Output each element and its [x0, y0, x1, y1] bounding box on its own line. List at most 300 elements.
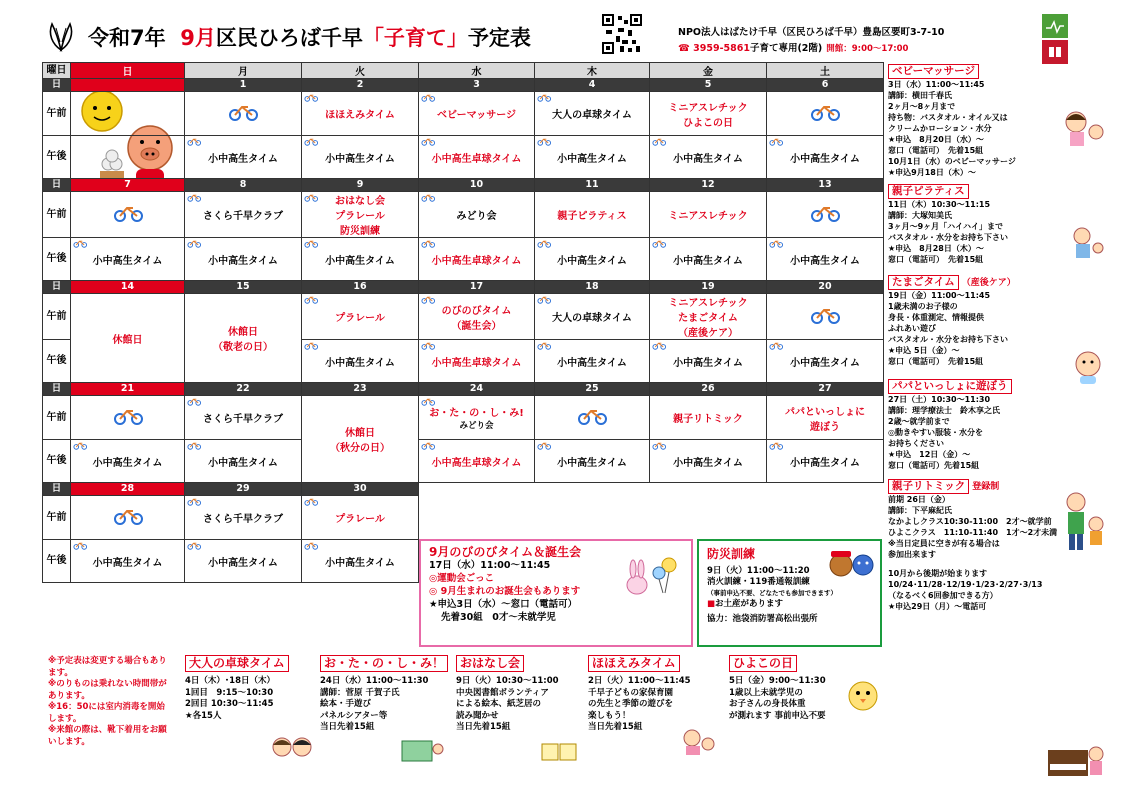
tricycle-icon: [810, 204, 840, 222]
sidebar-line: 11日（木）10:30～11:15: [888, 200, 991, 209]
date-cell: 21: [71, 383, 185, 396]
ohanashi-box: [456, 655, 581, 734]
sidebar-line: 講師：横田千春氏: [888, 91, 952, 100]
bousai-cooperation: 協力：池袋消防署高松出張所: [707, 614, 818, 624]
event-label: 小中高生タイム: [92, 457, 163, 469]
bottom-event-line: 24日（水）11:00～11:30: [320, 676, 429, 686]
tricycle-mini-icon: [537, 441, 551, 450]
sidebar-section: [888, 377, 1113, 471]
sidebar-line: ★申込 12日（金）～: [888, 450, 971, 459]
bousai-gift: ■お土産があります: [707, 599, 784, 609]
sidebar-line: ★申込 5日（金）～: [888, 346, 960, 355]
sunday-label: 日: [43, 383, 71, 396]
calendar-cell: [71, 192, 185, 238]
tricycle-mini-icon: [73, 239, 87, 248]
puppet-theater-icon: [400, 735, 444, 763]
tricycle-mini-icon: [187, 441, 201, 450]
calendar-cell: [650, 192, 767, 238]
tricycle-mini-icon: [652, 239, 666, 248]
teacher-child-icon: [678, 728, 718, 756]
sidebar-section-title: 親子リトミック: [888, 479, 969, 494]
bottom-event-title: ほほえみタイム: [588, 655, 680, 672]
date-cell: 25: [535, 383, 650, 396]
calendar-cell: [419, 340, 535, 383]
bottom-event-line: 当日先着15組: [456, 722, 511, 732]
sidebar-line: ひよこクラス 11:10-11:40 1才～2才未満: [888, 528, 1058, 537]
bousai-desc: 消火訓練・119番通報訓練: [707, 577, 810, 587]
tricycle-mini-icon: [537, 295, 551, 304]
tricycle-mini-icon: [304, 341, 318, 350]
piano-icon: [1046, 736, 1106, 780]
event-label: ベビーマッサージ: [437, 110, 516, 121]
event-label: お・た・の・し・み!: [429, 408, 524, 419]
youbi-label: 曜日: [43, 63, 71, 79]
bottom-event-title: ひよこの日: [729, 655, 797, 672]
calendar-cell: [71, 136, 185, 179]
tricycle-mini-icon: [187, 541, 201, 550]
calendar-table: [42, 62, 884, 583]
sidebar-section-title: 親子ピラティス: [888, 184, 969, 199]
calendar-cell: [302, 496, 419, 540]
event-label: 小中高生卓球タイム: [431, 255, 522, 267]
tricycle-mini-icon: [421, 341, 435, 350]
date-cell: 24: [419, 383, 535, 396]
event-label: さくら千早クラブ: [203, 414, 283, 425]
bottom-event-line: お子さんの身長体重: [729, 699, 806, 709]
calendar-cell: [767, 396, 884, 440]
calendar-cell: [419, 92, 535, 136]
org-address: NPO法人はばたけ千早（区民ひろば千早）豊島区要町3-7-10: [678, 27, 945, 38]
calendar-cell: [185, 396, 302, 440]
event-label: おはなし会: [335, 196, 385, 207]
nobinobi-title: 9月のびのびタイム＆誕生会: [429, 545, 582, 559]
sunday-label: 日: [43, 179, 71, 192]
event-label: 小中高生タイム: [790, 457, 860, 469]
event-label: プラレール: [335, 514, 385, 525]
sidebar-line: 3日（水）11:00～11:45: [888, 80, 985, 89]
calendar-cell: [535, 192, 650, 238]
tricycle-icon: [113, 407, 143, 425]
weekday-header: 金: [650, 63, 767, 79]
sidebar-line: ★申込29日（月）～電話可: [888, 602, 987, 611]
wing-logo-icon: [46, 20, 76, 54]
calendar-cell: [185, 540, 302, 583]
date-cell: 19: [650, 281, 767, 294]
sidebar-line: 3ヶ月～9ヶ月「ハイハイ」まで: [888, 222, 1003, 231]
event-label: 大人の卓球タイム: [552, 110, 632, 121]
calendar-cell: [767, 92, 884, 136]
nobinobi-item-1: ◎運動会ごっこ: [429, 573, 495, 584]
event-label: 小中高生タイム: [673, 255, 743, 267]
date-cell: 10: [419, 179, 535, 192]
contact-line: ☎ 3959-5861子育て専用(2階) 開館：9:00～17:00: [678, 43, 909, 54]
tricycle-mini-icon: [537, 341, 551, 350]
calendar-cell: [302, 294, 419, 340]
calendar-cell: [767, 192, 884, 238]
date-cell: 4: [535, 79, 650, 92]
father-child-icon: [1056, 490, 1112, 554]
calendar-cell: [650, 92, 767, 136]
event-label: 小中高生タイム: [557, 255, 627, 267]
sidebar-line: ★申込 8月20日（水）～: [888, 135, 984, 144]
tricycle-mini-icon: [421, 441, 435, 450]
calendar-cell: [535, 294, 650, 340]
bottom-event-line: 講師：菅原 千賀子氏: [320, 687, 400, 698]
event-label: のびのびタイム: [441, 305, 512, 317]
event-label: ミニアスレチック: [668, 211, 748, 222]
tricycle-mini-icon: [769, 341, 783, 350]
calendar-cell: [302, 136, 419, 179]
pilates-icon: [1068, 226, 1108, 262]
sidebar-line: ★申込9月18日（木）～: [888, 168, 976, 177]
event-label: 小中高生タイム: [557, 153, 627, 165]
empty-slot: [419, 483, 884, 496]
tricycle-mini-icon: [304, 193, 318, 202]
sunday-label: 日: [43, 79, 71, 92]
bottom-event-line: 中央図書館ボランティア: [456, 687, 549, 698]
weekday-header: 日: [71, 63, 185, 79]
calendar-cell: [650, 238, 767, 281]
note-line: ※来館の際は、靴下着用をお願いします。: [48, 725, 167, 747]
note-line: ※予定表は変更する場合もあります。: [48, 656, 167, 678]
bottom-event-line: が測れます 事前申込不要: [729, 710, 826, 721]
calendar-cell: [71, 396, 185, 440]
sidebar-line: なかよしクラス10:30-11:00 2才～就学前: [888, 517, 1052, 526]
pm-label: 午後: [43, 340, 71, 383]
header: [0, 0, 1122, 62]
pm-label: 午後: [43, 238, 71, 281]
sidebar-section-title: たまごタイム: [888, 275, 959, 290]
calendar-cell: [302, 92, 419, 136]
event-label: 小中高生タイム: [92, 557, 163, 569]
event-label: 小中高生タイム: [790, 255, 860, 267]
nobinobi-apply: ★申込3日（水）～窓口（電話可）: [429, 599, 578, 610]
bottom-event-line: 9日（火）10:30～11:00: [456, 676, 559, 686]
event-label: 休館日: [112, 334, 143, 346]
event-label: 親子ピラティス: [557, 211, 627, 222]
event-label: 休館日: [228, 327, 258, 338]
otanoshimi-box: [320, 655, 452, 734]
calendar-cell: [302, 340, 419, 383]
bottom-event-line: 2回目 10:30～11:45: [185, 699, 274, 709]
bottom-event-line: 4日（木）･18日（木）: [185, 676, 275, 686]
tricycle-mini-icon: [652, 137, 666, 146]
date-cell: 5: [650, 79, 767, 92]
bottom-event-line: 読み聞かせ: [456, 710, 499, 721]
am-label: 午前: [43, 396, 71, 440]
event-label: プラレール: [335, 211, 385, 222]
sidebar-line: 講師：下平麻紀氏: [888, 506, 952, 515]
tricycle-mini-icon: [769, 441, 783, 450]
calendar-cell: [71, 540, 185, 583]
weekday-header: 土: [767, 63, 884, 79]
sidebar-line: 参加出来ます: [888, 550, 936, 559]
note-line: ※のりものは乗れない時間帯があります。: [48, 679, 167, 701]
tricycle-mini-icon: [304, 93, 318, 102]
baby-icon: [1068, 348, 1108, 386]
event-label: ひよこの日: [683, 117, 733, 129]
calendar-cell: [419, 440, 535, 483]
bottom-event-line: 当日先着15組: [320, 722, 375, 732]
calendar-cell: [535, 440, 650, 483]
weekday-header: 木: [535, 63, 650, 79]
event-label: 防災訓練: [340, 226, 380, 237]
bottom-event-line: 1歳以上未就学児の: [729, 687, 803, 698]
calendar-cell: [71, 92, 185, 136]
sidebar-line: 19日（金）11:00～11:45: [888, 291, 991, 300]
tricycle-mini-icon: [421, 93, 435, 102]
tricycle-mini-icon: [537, 137, 551, 146]
tricycle-mini-icon: [187, 397, 201, 406]
sidebar-line: 10月1日（水）のベビーマッサージ: [888, 157, 1016, 166]
calendar-cell: [185, 92, 302, 136]
bottom-event-title: 大人の卓球タイム: [185, 655, 289, 672]
sidebar-section-title: ベビーマッサージ: [888, 64, 979, 79]
pm-label: 午後: [43, 540, 71, 583]
sidebar-line: クリームかローション・水分: [888, 124, 992, 133]
tricycle-mini-icon: [769, 239, 783, 248]
tricycle-mini-icon: [537, 239, 551, 248]
date-cell: 8: [185, 179, 302, 192]
tricycle-mini-icon: [73, 541, 87, 550]
date-cell: 3: [419, 79, 535, 92]
date-cell: 28: [71, 483, 185, 496]
date-cell: 15: [185, 281, 302, 294]
event-label: 小中高生タイム: [92, 255, 163, 267]
date-cell: 12: [650, 179, 767, 192]
sidebar-line: ふれあい遊び: [888, 324, 936, 333]
weekday-header: 水: [419, 63, 535, 79]
sidebar-line: 講師：理学療法士 鈴木享之氏: [888, 406, 1000, 415]
tricycle-mini-icon: [421, 193, 435, 202]
sidebar-line: お持ちください: [888, 439, 944, 448]
sidebar-section-subtitle: （産後ケア）: [961, 278, 1016, 288]
nobinobi-item-2: ◎ 9月生まれのお誕生会もあります: [429, 586, 581, 597]
calendar-cell: [71, 294, 185, 383]
date-cell: 7: [71, 179, 185, 192]
sidebar-line: 2歳～就学前まで: [888, 417, 950, 426]
sunday-label: 日: [43, 281, 71, 294]
calendar-cell: [650, 396, 767, 440]
event-label: （産後ケア）: [678, 328, 738, 339]
bunny-balloon-icon: [617, 553, 687, 603]
event-label: 小中高生タイム: [208, 153, 278, 165]
calendar-cell: [419, 136, 535, 179]
sidebar-line: 27日（土）10:30～11:30: [888, 395, 991, 404]
calendar-cell: [767, 340, 884, 383]
bottom-event-line: 当日先着15組: [588, 722, 643, 732]
sidebar-line: 窓口（電話可） 先着15組: [888, 146, 984, 155]
takkyu-box: [185, 655, 317, 722]
event-label: みどり会: [456, 211, 497, 222]
calendar-cell: [767, 440, 884, 483]
sidebar-line: 窓口（電話可） 先着15組: [888, 357, 984, 366]
event-label: 小中高生タイム: [208, 457, 278, 469]
event-label: 親子リトミック: [673, 414, 743, 425]
calendar-cell: [71, 440, 185, 483]
sidebar-line: （なるべく6回参加できる方）: [888, 591, 998, 600]
tricycle-icon: [113, 204, 143, 222]
notes-block: [48, 656, 172, 748]
calendar-cell: [535, 92, 650, 136]
event-label: ミニアスレチック: [668, 102, 748, 114]
event-label: たまごタイム: [678, 313, 738, 324]
sidebar-line: 2ヶ月～8ヶ月まで: [888, 102, 956, 111]
event-label: 小中高生タイム: [325, 255, 395, 267]
date-cell: 27: [767, 383, 884, 396]
bottom-event-line: 絵本・手遊び: [320, 699, 372, 709]
calendar-cell: [71, 496, 185, 540]
sidebar-line: バスタオル・水分をお持ち下さい: [888, 233, 1008, 242]
event-label: さくら千早クラブ: [203, 514, 283, 525]
sidebar-section-subtitle: 登録制: [972, 482, 1000, 492]
calendar-cell: [650, 294, 767, 340]
calendar-cell: [650, 340, 767, 383]
page-title: 令和7年 9月区民ひろば千早「子育て」予定表: [88, 26, 531, 50]
sidebar-line: 10月から後期が始まります: [888, 569, 988, 578]
event-label: （秋分の日）: [330, 443, 390, 454]
tricycle-mini-icon: [304, 239, 318, 248]
weekday-header: 火: [302, 63, 419, 79]
am-label: 午前: [43, 192, 71, 238]
tricycle-mini-icon: [304, 137, 318, 146]
event-label: ほほえみタイム: [325, 110, 395, 121]
event-label: ミニアスレチック: [668, 298, 748, 309]
sidebar-line: 講師：大塚知美氏: [888, 211, 952, 220]
event-label: 小中高生タイム: [557, 457, 627, 469]
sidebar-line: 持ち物：バスタオル・オイル又は: [888, 113, 1008, 122]
bottom-event-line: ★各15人: [185, 710, 222, 721]
event-label: 小中高生タイム: [790, 357, 860, 369]
tricycle-mini-icon: [187, 497, 201, 506]
bottom-event-line: 千早子どもの家保育園: [588, 687, 674, 698]
date-cell: 30: [302, 483, 419, 496]
qr-code-icon[interactable]: [602, 14, 642, 54]
date-cell: 11: [535, 179, 650, 192]
tricycle-icon: [810, 306, 840, 324]
calendar-cell: [767, 238, 884, 281]
bottom-event-line: 楽しもう！: [588, 710, 631, 721]
event-label: 小中高生タイム: [673, 457, 743, 469]
am-label: 午前: [43, 496, 71, 540]
calendar-cell: [185, 192, 302, 238]
event-label: （敬老の日）: [213, 342, 273, 353]
nobinobi-date: 17日（水）11:00～11:45: [429, 560, 551, 571]
tricycle-icon: [810, 103, 840, 121]
event-label: 小中高生タイム: [673, 153, 743, 165]
bottom-event-line: の先生と季節の遊びを: [588, 699, 674, 709]
event-label: 小中高生タイム: [673, 357, 743, 369]
sidebar-line: ★申込 8月28日（木）～: [888, 244, 984, 253]
calendar-cell: [535, 396, 650, 440]
date-cell: 9: [302, 179, 419, 192]
calendar-cell: [185, 238, 302, 281]
bottom-event-title: おはなし会: [456, 655, 524, 672]
sidebar-line: ◎動きやすい服装・水分を: [888, 428, 983, 437]
calendar-cell: [535, 136, 650, 179]
tricycle-mini-icon: [187, 239, 201, 248]
baby-massage-icon: [1060, 108, 1108, 148]
date-cell: 1: [185, 79, 302, 92]
calendar-cell: [535, 340, 650, 383]
calendar-cell: [767, 294, 884, 340]
bousai-date: 9日（火）11:00～11:20: [707, 566, 810, 576]
sidebar-line: バスタオル・水分をお持ち下さい: [888, 335, 1008, 344]
event-label: 小中高生タイム: [208, 255, 278, 267]
calendar-cell: [185, 294, 302, 383]
event-label: プラレール: [335, 313, 385, 324]
date-cell: 16: [302, 281, 419, 294]
event-label: 小中高生タイム: [325, 153, 395, 165]
bottom-event-line: 1回目 9:15～10:30: [185, 687, 274, 698]
tricycle-mini-icon: [187, 193, 201, 202]
calendar-cell: [185, 136, 302, 179]
bottom-event-title: お・た・の・し・み！: [320, 655, 448, 672]
bousai-event-box: [697, 539, 882, 647]
event-label: 小中高生タイム: [790, 153, 860, 165]
sidebar-line: 窓口（電話可） 先着15組: [888, 255, 984, 264]
tricycle-mini-icon: [652, 441, 666, 450]
date-cell: 13: [767, 179, 884, 192]
calendar-cell: [419, 294, 535, 340]
tricycle-mini-icon: [652, 341, 666, 350]
event-label: （誕生会）: [451, 320, 502, 332]
bottom-event-line: 2日（火）11:00～11:45: [588, 676, 691, 686]
event-label: 小中高生タイム: [208, 557, 278, 569]
date-cell: 14: [71, 281, 185, 294]
calendar-cell: [302, 540, 419, 583]
calendar-cell: [185, 440, 302, 483]
date-cell: 6: [767, 79, 884, 92]
nobinobi-event-box: [419, 539, 693, 647]
am-label: 午前: [43, 294, 71, 340]
date-cell: 26: [650, 383, 767, 396]
pm-label: 午後: [43, 136, 71, 179]
event-label: 休館日: [345, 428, 375, 439]
event-label: 遊ぼう: [810, 421, 840, 433]
sidebar-line: [888, 560, 1113, 568]
calendar-cell: [650, 440, 767, 483]
event-label: 小中高生タイム: [325, 557, 395, 569]
sidebar-line: 1歳未満のお子様の: [888, 302, 958, 311]
sidebar-line: ※当日定員に空きが有る場合は: [888, 539, 1000, 548]
sunday-label: 日: [43, 483, 71, 496]
event-label: みどり会: [459, 421, 494, 431]
date-cell: 23: [302, 383, 419, 396]
tricycle-mini-icon: [421, 239, 435, 248]
calendar-cell: [71, 238, 185, 281]
calendar-cell: [419, 238, 535, 281]
am-label: 午前: [43, 92, 71, 136]
tricycle-mini-icon: [73, 441, 87, 450]
event-label: パパといっしょに: [785, 406, 865, 418]
calendar-cell: [767, 136, 884, 179]
tricycle-mini-icon: [304, 497, 318, 506]
picture-book-icon: [540, 740, 580, 764]
event-label: 大人の卓球タイム: [552, 313, 632, 324]
sidebar-line: 前期 26日（金）: [888, 495, 950, 504]
calendar-cell: [650, 136, 767, 179]
sidebar-line: 身長・体重測定、情報提供: [888, 313, 984, 322]
sdgs-icon: [1042, 14, 1070, 64]
event-label: 小中高生卓球タイム: [431, 457, 522, 469]
calendar-cell: [535, 238, 650, 281]
sidebar-line: 10/24･11/28･12/19･1/23･2/27･3/13: [888, 580, 1043, 589]
bottom-event-line: による絵本、紙芝居の: [456, 699, 542, 709]
calendar-cell: [302, 396, 419, 483]
tricycle-mini-icon: [304, 541, 318, 550]
date-cell: 22: [185, 383, 302, 396]
